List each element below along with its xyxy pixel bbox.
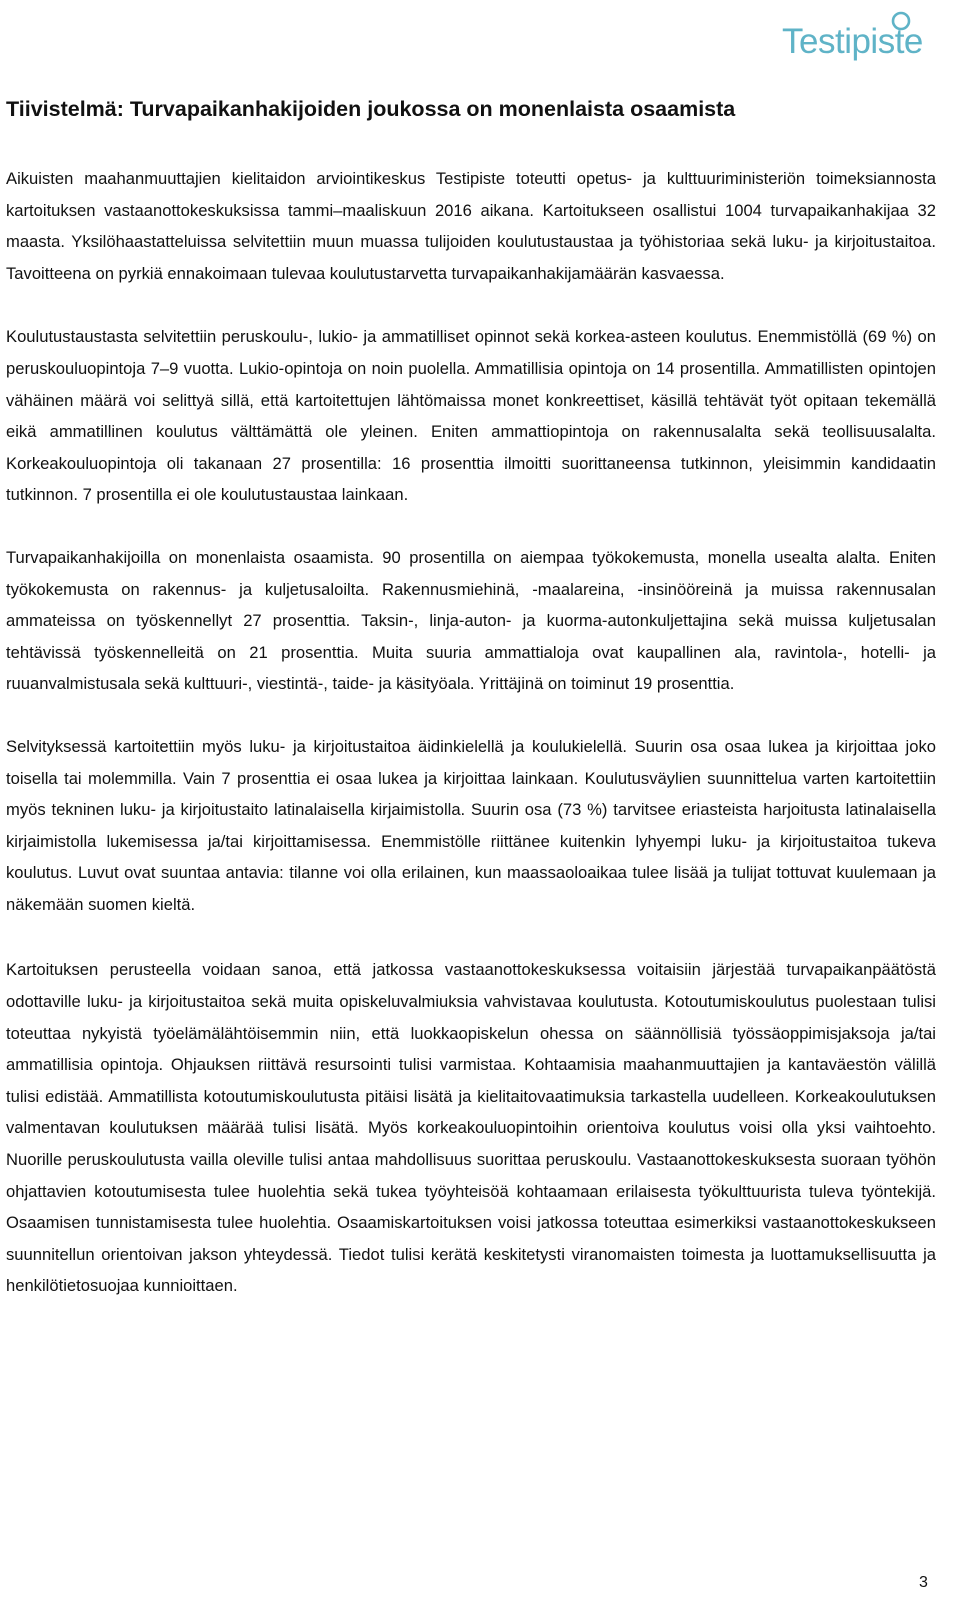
paragraph-recommendations: Kartoituksen perusteella voidaan sanoa, että jatkossa vastaanottokeskuksessa voitaisiin järjestää turvapaikanpäätöstä odottaville luku- ja kirjoitustaitoa sekä muita opiskeluvalmiuksia vahvistavaa koulutusta. Kotoutumiskoulutus puolestaan tulisi toteuttaa nykyistä työelämälähtöisemmin niin, että luokkaopiskelun ohessa on säännöllisiä työssäoppimisjaksoja ja/tai ammatillisia opintoja. Ohjauksen riittävä resursointi tulisi varmistaa. Kohtaamisia maahanmuuttajien ja kantaväestön välillä tulisi edistää. Ammatillista kotoutumiskoulutusta pitäisi lisätä ja kielitaitovaatimuksia tarkastella uudelleen. Korkeakoulutuksen valmentavan koulutuksen määrää tulisi lisätä. Myös korkeakouluopintoihin orientoiva koulutus voisi olla yksi vaihtoehto. Nuorille peruskoulutusta vailla oleville tulisi antaa mahdollisuus suorittaa peruskoulu. Vastaanottokeskuksesta suoraan työhön ohjattavien kotoutumisesta tulee huolehtia sekä tukea työyhteisöä kohtaamaan erilaisesta työkulttuurista tuleva työntekijä. Osaamisen tunnistamisesta tulee huolehtia. Osaamiskartoituksen voisi jatkossa toteuttaa esimerkiksi vastaanottokeskukseen suunnitellun orientoivan jakson yhteydessä. Tiedot tulisi kerätä keskitetysti viranomaisten toimesta ja luottamuksellisuutta ja henkilötietosuojaa kunnioittaen. <box>6 960 936 1296</box>
paragraph-literacy: Selvityksessä kartoitettiin myös luku- ja kirjoitustaitoa äidinkielellä ja koulukielellä. Suurin osa osaa lukea ja kirjoittaa joko toisella tai molemmilla. Vain 7 prosenttia ei osaa lukea ja kirjoittaa lainkaan. Koulutusväylien suunnittelua varten kartoitettiin myös tekninen luku- ja kirjoitustaito latinalaisella kirjaimistolla. Suurin osa (73 %) tarvitsee eriasteista harjoitusta latinalaisella kirjaimistolla lukemisessa ja/tai kirjoittamisessa. Enemmistölle riittänee kuitenkin lyhyempi luku- ja kirjoitustaitoa tukeva koulutus. Luvut ovat suuntaa antavia: tilanne voi olla erilainen, kun maassaoloaikaa tulee lisää ja tulijat tottuvat kuulemaan ja näkemään suomen kieltä. <box>6 736 936 914</box>
document-body <box>6 163 936 1334</box>
page-title: Tiivistelmä: Turvapaikanhakijoiden joukossa on monenlaista osaamista <box>6 97 736 121</box>
paragraph-work-experience: Turvapaikanhakijoilla on monenlaista osaamista. 90 prosentilla on aiempaa työkokemusta, monella usealta alalta. Eniten työkokemusta on rakennus- ja kuljetusaloilta. Rakennusmiehinä, -maalareina, -insinööreinä ja muissa rakennusalan ammateissa on työskennellyt 27 prosenttia. Taksin-, linja-auton- ja kuorma-autonkuljettajina sekä muissa kuljetusalan tehtävissä työskennelleitä on 21 prosenttia. Muita suuria ammattialoja ovat kaupallinen ala, ravintola-, hotelli- ja ruuanvalmistusala sekä kulttuuri-, viestintä-, taide- ja käsityöala. Yrittäjinä on toiminut 19 prosenttia. <box>6 547 936 694</box>
testipiste-logo <box>782 10 947 70</box>
page-number: 3 <box>919 1574 928 1591</box>
logo-text: Testipiste <box>782 22 923 61</box>
paragraph-education: Koulutustaustasta selvitettiin peruskoulu-, lukio- ja ammatilliset opinnot sekä korkea-asteen koulutus. Enemmistöllä (69 %) on peruskouluopintoja 7–9 vuotta. Lukio-opintoja on noin puolella. Ammatillisia opintoja on 14 prosentilla. Ammatillisten opintojen vähäinen määrä voi selittyä sillä, että kartoitettujen lähtömaissa monet konkreettiset, käsillä tehtävät työt opitaan tekemällä eikä ammatillinen koulutus välttämättä ole yleinen. Eniten ammattiopintoja on rakennusalalta sekä teollisuusalalta. Korkeakouluopintoja oli takanaan 27 prosentilla: 16 prosenttia ilmoitti suorittaneensa tutkinnon, yleisimmin kandidaatin tutkinnon. 7 prosentilla ei ole koulutustaustaa lainkaan. <box>6 327 936 505</box>
paragraph-intro: Aikuisten maahanmuuttajien kielitaidon arviointikeskus Testipiste toteutti opetus- ja kulttuuriministeriön toimeksiannosta kartoituksen vastaanottokeskuksissa tammi–maaliskuun 2016 aikana. Kartoitukseen osallistui 1004 turvapaikanhakijaa 32 maasta. Yksilöhaastatteluissa selvitettiin muun muassa tulijoiden koulutustaustaa ja työhistoriaa sekä luku- ja kirjoitustaitoa. Tavoitteena on pyrkiä ennakoimaan tulevaa koulutustarvetta turvapaikanhakijamäärän kasvaessa. <box>6 169 936 283</box>
logo-bubble-icon <box>890 10 912 32</box>
